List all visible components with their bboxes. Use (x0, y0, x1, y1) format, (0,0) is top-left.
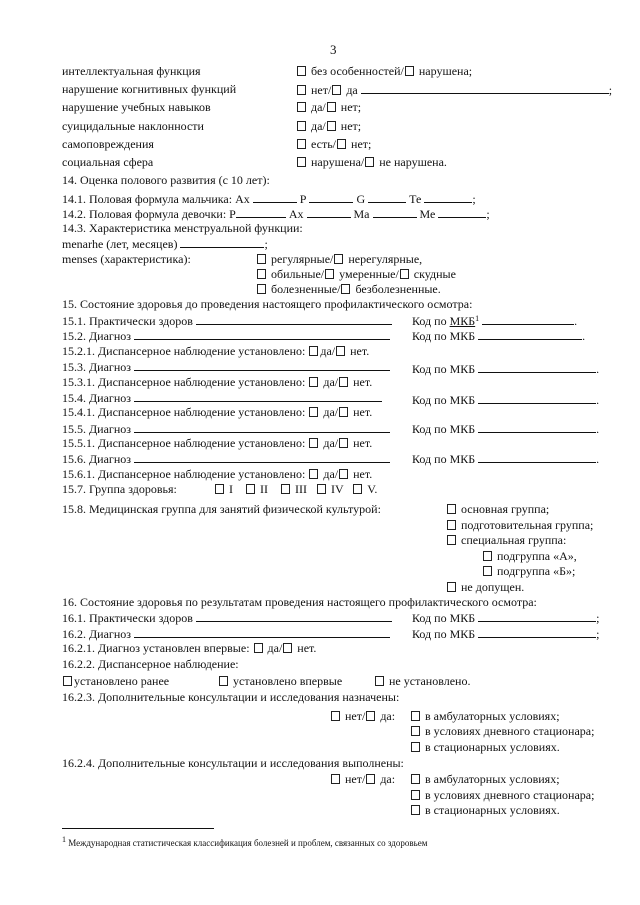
checkbox[interactable] (257, 269, 266, 279)
mkb-code: Код по МКБ . (412, 362, 600, 376)
s15-4: 15.4. Диагноз (62, 390, 382, 405)
checkbox[interactable] (331, 711, 340, 721)
menses-row-1[interactable]: регулярные/ нерегулярные, (256, 252, 422, 266)
input-line[interactable] (478, 421, 596, 433)
checkbox[interactable] (297, 66, 306, 76)
checkbox[interactable] (339, 377, 348, 387)
mkb-code: Код по МКБ ; (412, 611, 600, 625)
checkbox[interactable] (405, 66, 414, 76)
label-selfharm: самоповреждения (62, 137, 154, 151)
checkbox[interactable] (341, 284, 350, 294)
menses-row-2[interactable]: обильные/ умеренные/ скудные (256, 267, 456, 281)
input-line[interactable] (478, 610, 596, 622)
checkbox[interactable] (317, 484, 326, 494)
input-line[interactable] (134, 328, 390, 340)
checkbox[interactable] (325, 269, 334, 279)
checkbox[interactable] (257, 254, 266, 264)
input-line[interactable] (134, 390, 382, 402)
checkbox[interactable] (447, 520, 456, 530)
pe-option[interactable]: подготовительная группа; (446, 518, 593, 532)
mkb-code: Код по МКБ ; (412, 627, 600, 641)
s15-6: 15.6. Диагноз (62, 451, 390, 466)
pe-option[interactable]: не допущен. (446, 580, 524, 594)
input-line[interactable] (134, 421, 390, 433)
menarhe: menarhe (лет, месяцев) ; (62, 237, 268, 251)
menses-label: menses (характеристика): (62, 252, 191, 266)
checkbox[interactable] (411, 805, 420, 815)
formula-girl: 14.2. Половая формула девочки: Р Ах Ма Ме ; (62, 207, 490, 221)
mkb-code: Код по МКБ$^1$ . (412, 314, 578, 328)
s16-1: 16.1. Практически здоров (62, 610, 392, 625)
checkbox[interactable] (309, 438, 318, 448)
checkbox[interactable] (353, 484, 362, 494)
s16-2-3: 16.2.3. Дополнительные консультации и исследования назначены: (62, 690, 400, 704)
checkbox[interactable] (297, 139, 306, 149)
checkbox[interactable] (309, 407, 318, 417)
mkb-code: Код по МКБ . (412, 329, 586, 343)
checkbox[interactable] (483, 566, 492, 576)
disp-option[interactable]: установлено впервые (218, 674, 342, 688)
input-line[interactable] (196, 313, 392, 325)
options-social[interactable]: нарушена/ не нарушена. (296, 155, 447, 169)
health-group-options[interactable]: I II III IV V. (214, 482, 377, 496)
checkbox[interactable] (63, 676, 72, 686)
options-learning[interactable]: да/ нет; (296, 100, 361, 114)
checkbox[interactable] (257, 284, 266, 294)
pe-option[interactable]: подгруппа «А», (482, 549, 577, 563)
s15-5-1: 15.5.1. Диспансерное наблюдение установлено: да/ нет. (62, 436, 373, 450)
checkbox[interactable] (411, 726, 420, 736)
input-line[interactable] (478, 328, 582, 340)
checkbox[interactable] (339, 469, 348, 479)
s15-2: 15.2. Диагноз (62, 328, 390, 343)
checkbox[interactable] (400, 269, 409, 279)
input-line[interactable] (180, 236, 264, 248)
s15-3: 15.3. Диагноз (62, 359, 390, 374)
input-line[interactable] (134, 359, 390, 371)
s15-5: 15.5. Диагноз (62, 421, 390, 436)
cons-yesno[interactable]: нет/ да: (330, 709, 395, 723)
s15-4-1: 15.4.1. Диспансерное наблюдение установлено: да/ нет. (62, 405, 373, 419)
section-14: 14. Оценка полового развития (с 10 лет): (62, 173, 270, 187)
checkbox[interactable] (327, 102, 336, 112)
pe-option[interactable]: специальная группа: (446, 533, 566, 547)
input-line[interactable] (196, 610, 392, 622)
checkbox[interactable] (339, 407, 348, 417)
checkbox[interactable] (411, 742, 420, 752)
s15-7-label: 15.7. Группа здоровья: (62, 482, 177, 496)
checkbox[interactable] (283, 643, 292, 653)
cons-option[interactable]: в амбулаторных условиях; (410, 709, 560, 723)
input-line[interactable] (478, 626, 596, 638)
input-line[interactable] (361, 82, 609, 94)
s16-2: 16.2. Диагноз (62, 626, 390, 641)
checkbox[interactable] (339, 438, 348, 448)
input-line[interactable] (482, 313, 574, 325)
s15-6-1: 15.6.1. Диспансерное наблюдение установлено: да/ нет. (62, 467, 373, 481)
disp-option[interactable]: установлено ранее (62, 674, 169, 688)
mkb-code: Код по МКБ . (412, 393, 600, 407)
cons-option[interactable]: в амбулаторных условиях; (410, 772, 560, 786)
label-suicidal: суицидальные наклонности (62, 119, 204, 133)
input-line[interactable] (236, 206, 286, 218)
checkbox[interactable] (334, 254, 343, 264)
mkb-code: Код по МКБ . (412, 452, 600, 466)
input-line[interactable] (373, 206, 417, 218)
checkbox[interactable] (336, 346, 345, 356)
input-line[interactable] (478, 361, 596, 373)
label-cognitive: нарушение когнитивных функций (62, 82, 237, 96)
checkbox[interactable] (297, 85, 306, 95)
checkbox[interactable] (309, 469, 318, 479)
page-number: 3 (330, 42, 337, 57)
options-selfharm[interactable]: есть/ нет; (296, 137, 371, 151)
input-line[interactable] (424, 191, 472, 203)
footnote-divider (62, 828, 214, 829)
checkbox[interactable] (297, 157, 306, 167)
checkbox[interactable] (281, 484, 290, 494)
s16-2-1: 16.2.1. Диагноз установлен впервые: да/ нет. (62, 641, 317, 655)
checkbox[interactable] (365, 157, 374, 167)
checkbox[interactable] (254, 643, 263, 653)
checkbox[interactable] (483, 551, 492, 561)
input-line[interactable] (368, 191, 406, 203)
input-line[interactable] (307, 206, 351, 218)
options-cognitive[interactable]: нет/ да ; (296, 82, 612, 97)
input-line[interactable] (478, 451, 596, 463)
menses-row-3[interactable]: болезненные/ безболезненные. (256, 282, 441, 296)
checkbox[interactable] (309, 377, 318, 387)
mkb-code: Код по МКБ . (412, 422, 600, 436)
input-line[interactable] (253, 191, 297, 203)
checkbox[interactable] (331, 774, 340, 784)
label-social: социальная сфера (62, 155, 154, 169)
input-line[interactable] (134, 451, 390, 463)
s15-3-1: 15.3.1. Диспансерное наблюдение установлено: да/ нет. (62, 375, 373, 389)
checkbox[interactable] (411, 774, 420, 784)
formula-boy: 14.1. Половая формула мальчика: Ах Р G Те ; (62, 192, 476, 206)
checkbox[interactable] (447, 504, 456, 514)
footnote: $^1$ Международная статистическая классификация болезней и проблем, связанных со здоровьем (62, 835, 428, 848)
section-14-3: 14.3. Характеристика менструальной функции: (62, 221, 303, 235)
input-line[interactable] (134, 626, 390, 638)
checkbox[interactable] (327, 121, 336, 131)
disp-option[interactable]: не установлено. (374, 674, 470, 688)
checkbox[interactable] (297, 121, 306, 131)
checkbox[interactable] (337, 139, 346, 149)
cons-yesno[interactable]: нет/ да: (330, 772, 395, 786)
checkbox[interactable] (219, 676, 228, 686)
checkbox[interactable] (215, 484, 224, 494)
input-line[interactable] (478, 392, 596, 404)
checkbox[interactable] (309, 346, 318, 356)
input-line[interactable] (438, 206, 486, 218)
section-16: 16. Состояние здоровья по результатам проведения настоящего профилактического осмотра: (62, 595, 537, 609)
checkbox[interactable] (447, 582, 456, 592)
checkbox[interactable] (366, 711, 375, 721)
label-learning: нарушение учебных навыков (62, 100, 211, 114)
cons-option[interactable]: в условиях дневного стационара; (410, 724, 594, 738)
options-suicidal[interactable]: да/ нет; (296, 119, 361, 133)
checkbox[interactable] (447, 535, 456, 545)
checkbox[interactable] (366, 774, 375, 784)
cons-option[interactable]: в стационарных условиях. (410, 803, 560, 817)
s15-1: 15.1. Практически здоров (62, 313, 392, 328)
s16-2-2: 16.2.2. Диспансерное наблюдение: (62, 657, 239, 671)
pe-option[interactable]: основная группа; (446, 502, 549, 516)
checkbox[interactable] (297, 102, 306, 112)
cons-option[interactable]: в условиях дневного стационара; (410, 788, 594, 802)
section-15: 15. Состояние здоровья до проведения настоящего профилактического осмотра: (62, 297, 473, 311)
s16-2-4: 16.2.4. Дополнительные консультации и исследования выполнены: (62, 756, 404, 770)
pe-option[interactable]: подгруппа «Б»; (482, 564, 575, 578)
checkbox[interactable] (246, 484, 255, 494)
cons-option[interactable]: в стационарных условиях. (410, 740, 560, 754)
checkbox[interactable] (332, 85, 341, 95)
label-intellect: интеллектуальная функция (62, 64, 201, 78)
s15-2-1: 15.2.1. Диспансерное наблюдение установлено: да/ нет. (62, 344, 370, 358)
s15-8-label: 15.8. Медицинская группа для занятий физической культурой: (62, 502, 381, 516)
input-line[interactable] (309, 191, 353, 203)
checkbox[interactable] (411, 790, 420, 800)
checkbox[interactable] (375, 676, 384, 686)
checkbox[interactable] (411, 711, 420, 721)
options-intellect[interactable]: без особенностей/ нарушена; (296, 64, 472, 78)
